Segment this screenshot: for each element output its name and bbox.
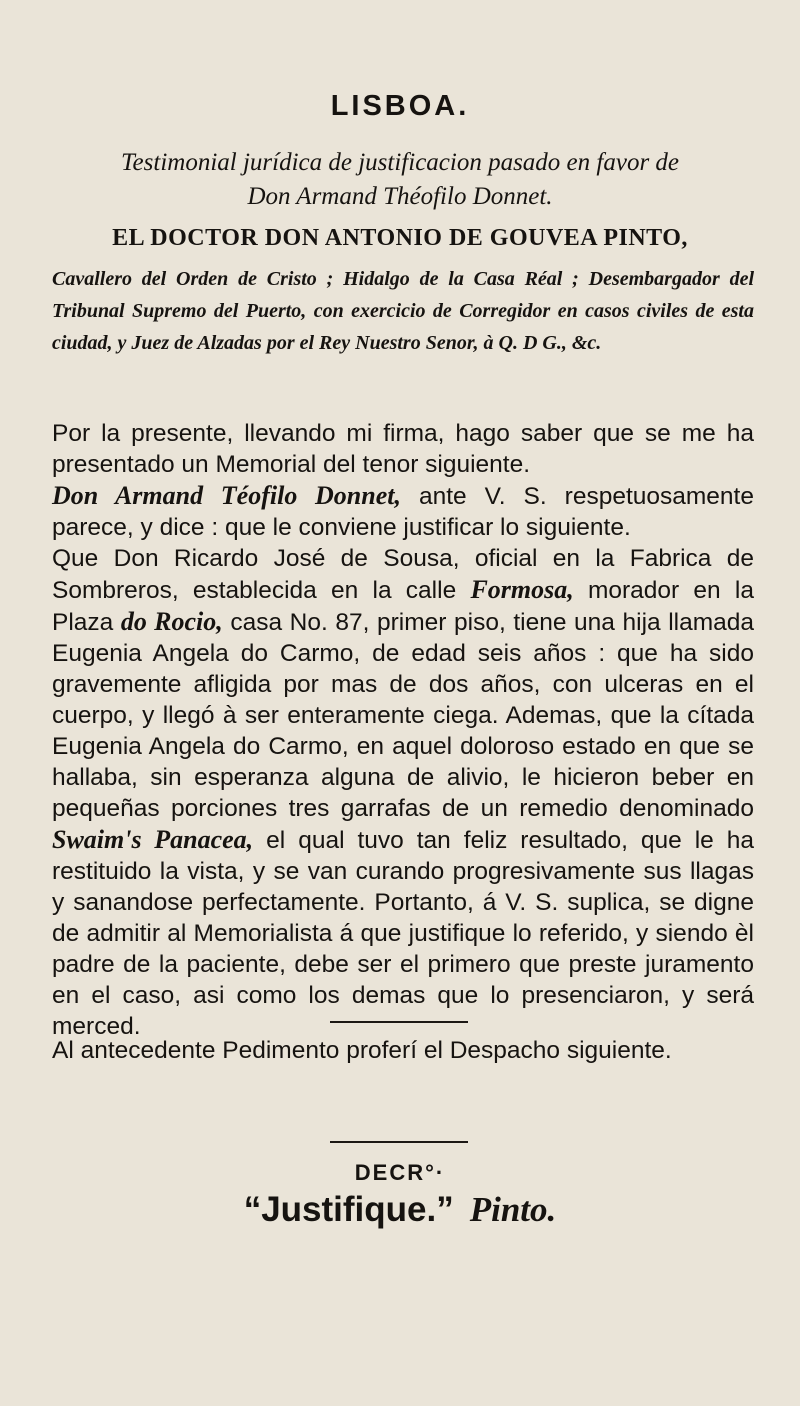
decree-line	[0, 1190, 800, 1230]
paragraph-presentation: Por la presente, llevando mi firma, hago saber que se me ha presentado un Memorial del tenor siguiente.	[52, 420, 754, 478]
official-name: EL DOCTOR DON ANTONIO DE GOUVEA PINTO,	[112, 225, 688, 251]
paragraph-petitioner	[52, 480, 754, 543]
testimony-text-3: casa No. 87, primer piso, tiene una hija llamada Eugenia Angela do Carmo, de edad seis años : que ha sido gravemente afligida por mas de dos años, con ulceras en el cuerpo, y llegó à ser enteramente ciega. Ademas, que la cítada Eugenia Angela do Carmo, en aquel doloroso estado en que se hallaba, sin esperanza alguna de alivio, le hicieron beber en pequeñas porciones tres garrafas de un remedio denominado	[52, 609, 755, 822]
decree-heading: DECR°·	[354, 1160, 446, 1185]
paragraph-testimony	[52, 543, 754, 1042]
testimony-text-4: el qual tuvo tan feliz resultado, que le ha restituido la vista, y se van curando progresivamente sus llagas y sanandose perfectamente. Portanto, á V. S. suplica, se digne de admitir al Memorialista á que justifique lo referido, y siendo èl padre de la paciente, debe ser el primero que preste juramento en el caso, asi como los demas que lo presenciaron, y será merced.	[52, 827, 755, 1040]
title-line-1: Testimonial jurídica de justificacion pasado en favor de	[120, 149, 680, 176]
divider-rule	[330, 1141, 468, 1143]
remedy-name: Swaim's Panacea,	[52, 825, 254, 854]
decree-signature: Pinto.	[469, 1190, 557, 1229]
testimony-text-1: Que Don Ricardo José de Sousa, oficial en la Fabrica de Sombreros, establecida en la calle	[52, 545, 754, 604]
official-titles: Cavallero del Orden de Cristo ; Hidalgo de la Casa Réal ; Desembargador del Tribunal Supremo del Puerto, con exercicio de Corregidor en casos civiles de esta ciudad, y Juez de Alzadas por el Rey Nuestro Senor, à Q. D G., &c.	[52, 268, 754, 354]
decree-quote: “Justifique.”	[243, 1190, 454, 1229]
petitioner-text: ante V. S. respetuosamente parece, y dice : que le conviene justificar lo siguiente.	[52, 483, 754, 541]
street-name: Formosa,	[470, 575, 574, 604]
city-header: LISBOA.	[330, 90, 470, 122]
petitioner-name: Don Armand Téofilo Donnet,	[52, 481, 401, 510]
document-title	[50, 146, 750, 214]
plaza-name: do Rocio,	[120, 607, 223, 636]
divider-rule	[330, 1021, 468, 1023]
title-line-2: Don Armand Théofilo Donnet.	[247, 183, 553, 210]
testimony-text-2: morador en la Plaza	[52, 577, 754, 636]
memorial-body	[52, 418, 754, 1042]
dispatch-intro: Al antecedente Pedimento proferí el Despacho siguiente.	[52, 1037, 672, 1064]
